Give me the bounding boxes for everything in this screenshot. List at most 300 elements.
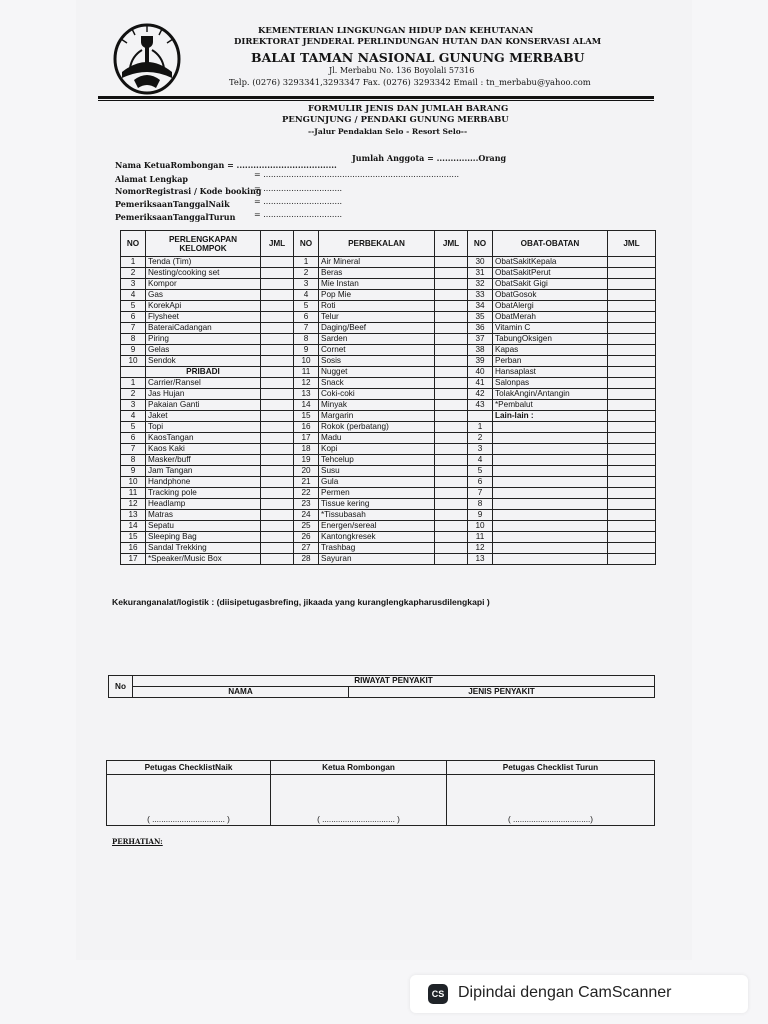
kelompok-no: 7 xyxy=(121,444,146,455)
kelompok-no: 7 xyxy=(121,323,146,334)
perbekalan-no: 15 xyxy=(294,411,319,422)
obat-item xyxy=(493,510,608,521)
col-jml-1: JML xyxy=(261,231,294,257)
obat-no: 7 xyxy=(468,488,493,499)
kelompok-no: 9 xyxy=(121,345,146,356)
inventory-row xyxy=(121,422,656,433)
obat-jml xyxy=(608,521,656,532)
kelompok-item: Piring xyxy=(146,334,261,345)
obat-jml xyxy=(608,532,656,543)
field-naik-label: PemeriksaanTanggalNaik xyxy=(115,199,230,209)
obat-item xyxy=(493,433,608,444)
inventory-row xyxy=(121,499,656,510)
obat-no: 37 xyxy=(468,334,493,345)
kelompok-no: 13 xyxy=(121,510,146,521)
kelompok-no: 4 xyxy=(121,411,146,422)
kelompok-jml xyxy=(261,521,294,532)
perbekalan-no: 12 xyxy=(294,378,319,389)
perbekalan-item: Beras xyxy=(319,268,435,279)
obat-item xyxy=(493,422,608,433)
inventory-row xyxy=(121,411,656,422)
obat-item xyxy=(493,521,608,532)
perbekalan-jml xyxy=(435,422,468,433)
inventory-row xyxy=(121,466,656,477)
perbekalan-no: 19 xyxy=(294,455,319,466)
kelompok-jml xyxy=(261,466,294,477)
inventory-row xyxy=(121,444,656,455)
camscanner-text: Dipindai dengan CamScanner xyxy=(458,984,672,1001)
office-contact: Telp. (0276) 3293341,3293347 Fax. (0276) 3293342 Email : tn_merbabu@yahoo.com xyxy=(229,77,591,87)
obat-no: 34 xyxy=(468,301,493,312)
signature-table xyxy=(106,760,655,826)
col-no-1: NO xyxy=(121,231,146,257)
obat-item: Hansaplast xyxy=(493,367,608,378)
sig-naik-box: ( ................................ ) xyxy=(107,775,271,826)
perbekalan-item: Gula xyxy=(319,477,435,488)
riwayat-title: RIWAYAT PENYAKIT xyxy=(133,676,655,687)
col-perbekalan: PERBEKALAN xyxy=(319,231,435,257)
kelompok-item: Gas xyxy=(146,290,261,301)
kelompok-jml xyxy=(261,400,294,411)
obat-no: 10 xyxy=(468,521,493,532)
perbekalan-jml xyxy=(435,466,468,477)
perbekalan-item: Tehcelup xyxy=(319,455,435,466)
kelompok-jml xyxy=(261,279,294,290)
perbekalan-item: Cornet xyxy=(319,345,435,356)
perbekalan-jml xyxy=(435,323,468,334)
kelompok-item: Jaket xyxy=(146,411,261,422)
obat-no: 8 xyxy=(468,499,493,510)
perbekalan-item: Sarden xyxy=(319,334,435,345)
perbekalan-no: 6 xyxy=(294,312,319,323)
perbekalan-jml xyxy=(435,389,468,400)
kelompok-jml xyxy=(261,543,294,554)
obat-no: 41 xyxy=(468,378,493,389)
kelompok-jml xyxy=(261,455,294,466)
perbekalan-item: Daging/Beef xyxy=(319,323,435,334)
riwayat-nama-header: NAMA xyxy=(133,687,349,698)
camscanner-icon: CS xyxy=(428,984,448,1004)
obat-jml xyxy=(608,312,656,323)
ministry-name: KEMENTERIAN LINGKUNGAN HIDUP DAN KEHUTANAN xyxy=(258,26,534,36)
obat-no: 1 xyxy=(468,422,493,433)
obat-no: 3 xyxy=(468,444,493,455)
obat-item: Vitamin C xyxy=(493,323,608,334)
obat-no: 35 xyxy=(468,312,493,323)
inventory-row xyxy=(121,323,656,334)
office-address: Jl. Merbabu No. 136 Boyolali 57316 xyxy=(329,66,475,75)
kelompok-item: Sandal Trekking xyxy=(146,543,261,554)
perbekalan-jml xyxy=(435,345,468,356)
kelompok-no: 6 xyxy=(121,433,146,444)
perbekalan-jml xyxy=(435,411,468,422)
inventory-row xyxy=(121,345,656,356)
kelompok-jml xyxy=(261,290,294,301)
perbekalan-no: 18 xyxy=(294,444,319,455)
obat-jml xyxy=(608,367,656,378)
obat-item: *Pembalut xyxy=(493,400,608,411)
perbekalan-no: 25 xyxy=(294,521,319,532)
perbekalan-no: 8 xyxy=(294,334,319,345)
obat-jml xyxy=(608,466,656,477)
obat-jml xyxy=(608,510,656,521)
perhatian-label: PERHATIAN: xyxy=(112,837,163,846)
inventory-row xyxy=(121,257,656,268)
obat-no xyxy=(468,411,493,422)
directorate-name: DIREKTORAT JENDERAL PERLINDUNGAN HUTAN DAN KONSERVASI ALAM xyxy=(234,37,602,47)
field-alamat-label: Alamat Lengkap xyxy=(115,174,189,184)
kelompok-jml xyxy=(261,554,294,565)
perbekalan-no: 10 xyxy=(294,356,319,367)
perbekalan-no: 20 xyxy=(294,466,319,477)
inventory-row xyxy=(121,532,656,543)
perbekalan-item: Minyak xyxy=(319,400,435,411)
perbekalan-item: Sayuran xyxy=(319,554,435,565)
obat-jml xyxy=(608,433,656,444)
kelompok-item: Sleeping Bag xyxy=(146,532,261,543)
col-jml-3: JML xyxy=(608,231,656,257)
perbekalan-item: Kopi xyxy=(319,444,435,455)
perbekalan-item: Energen/sereal xyxy=(319,521,435,532)
obat-item xyxy=(493,499,608,510)
kelompok-no: 12 xyxy=(121,499,146,510)
perbekalan-item: Roti xyxy=(319,301,435,312)
obat-no: 38 xyxy=(468,345,493,356)
perbekalan-jml xyxy=(435,279,468,290)
kelompok-item: Kompor xyxy=(146,279,261,290)
kelompok-no: 10 xyxy=(121,356,146,367)
perbekalan-jml xyxy=(435,257,468,268)
obat-item: Perban xyxy=(493,356,608,367)
perbekalan-item: Telur xyxy=(319,312,435,323)
obat-item xyxy=(493,554,608,565)
obat-jml xyxy=(608,543,656,554)
field-turun-dots: = ............................... xyxy=(254,210,343,219)
obat-jml xyxy=(608,499,656,510)
kekurangan-title: Kekuranganalat/logistik : (diisipetugasbrefing, jikaada yang kuranglengkapharusdilengkapi ) xyxy=(112,597,490,607)
obat-item: ObatSakitPerut xyxy=(493,268,608,279)
obat-item xyxy=(493,455,608,466)
perbekalan-jml xyxy=(435,290,468,301)
inventory-row xyxy=(121,510,656,521)
kelompok-no: 1 xyxy=(121,378,146,389)
perbekalan-jml xyxy=(435,488,468,499)
field-turun-label: PemeriksaanTanggalTurun xyxy=(115,212,236,222)
inventory-row xyxy=(121,521,656,532)
perbekalan-item: Trashbag xyxy=(319,543,435,554)
obat-no: 12 xyxy=(468,543,493,554)
camscanner-badge xyxy=(410,975,748,1013)
sig-turun-header: Petugas Checklist Turun xyxy=(447,761,655,775)
inventory-row xyxy=(121,433,656,444)
obat-item xyxy=(493,444,608,455)
kelompok-no: 2 xyxy=(121,389,146,400)
kelompok-no: 8 xyxy=(121,455,146,466)
perbekalan-item: Mie Instan xyxy=(319,279,435,290)
obat-item: ObatAlergi xyxy=(493,301,608,312)
perbekalan-jml xyxy=(435,312,468,323)
col-obat: OBAT-OBATAN xyxy=(493,231,608,257)
obat-no: 2 xyxy=(468,433,493,444)
kelompok-item: Pakaian Ganti xyxy=(146,400,261,411)
sig-ketua-box: ( ................................ ) xyxy=(271,775,447,826)
perbekalan-jml xyxy=(435,455,468,466)
obat-jml xyxy=(608,378,656,389)
perbekalan-no: 11 xyxy=(294,367,319,378)
obat-jml xyxy=(608,455,656,466)
perbekalan-item: Air Mineral xyxy=(319,257,435,268)
perbekalan-item: Rokok (perbatang) xyxy=(319,422,435,433)
kelompok-no: 11 xyxy=(121,488,146,499)
kelompok-jml xyxy=(261,532,294,543)
kelompok-item: Flysheet xyxy=(146,312,261,323)
obat-item: TolakAngin/Antangin xyxy=(493,389,608,400)
perbekalan-item: Coki-coki xyxy=(319,389,435,400)
obat-jml xyxy=(608,279,656,290)
inventory-row xyxy=(121,378,656,389)
kelompok-item: Tenda (Tim) xyxy=(146,257,261,268)
perbekalan-jml xyxy=(435,378,468,389)
kelompok-item: Headlamp xyxy=(146,499,261,510)
kelompok-jml xyxy=(261,257,294,268)
form-title: FORMULIR JENIS DAN JUMLAH BARANG xyxy=(308,104,509,114)
inventory-row xyxy=(121,488,656,499)
field-nomor-dots: = ............................... xyxy=(254,184,343,193)
kelompok-no: 15 xyxy=(121,532,146,543)
perbekalan-jml xyxy=(435,554,468,565)
perbekalan-item: Sosis xyxy=(319,356,435,367)
header-divider-thin xyxy=(98,100,654,101)
kelompok-no xyxy=(121,367,146,378)
col-no-2: NO xyxy=(294,231,319,257)
col-no-3: NO xyxy=(468,231,493,257)
kelompok-item: Gelas xyxy=(146,345,261,356)
perbekalan-jml xyxy=(435,532,468,543)
kelompok-item: Handphone xyxy=(146,477,261,488)
inventory-table xyxy=(120,230,656,565)
perbekalan-no: 4 xyxy=(294,290,319,301)
obat-no: 33 xyxy=(468,290,493,301)
inventory-row xyxy=(121,268,656,279)
obat-jml xyxy=(608,268,656,279)
obat-no: 40 xyxy=(468,367,493,378)
obat-no: 9 xyxy=(468,510,493,521)
header-divider xyxy=(98,96,654,99)
inventory-row xyxy=(121,367,656,378)
obat-item xyxy=(493,543,608,554)
inventory-row xyxy=(121,334,656,345)
obat-item: Salonpas xyxy=(493,378,608,389)
perbekalan-jml xyxy=(435,367,468,378)
obat-jml xyxy=(608,301,656,312)
obat-item xyxy=(493,477,608,488)
kelompok-item: Matras xyxy=(146,510,261,521)
perbekalan-no: 28 xyxy=(294,554,319,565)
office-name: BALAI TAMAN NASIONAL GUNUNG MERBABU xyxy=(251,50,585,65)
obat-jml xyxy=(608,290,656,301)
perbekalan-jml xyxy=(435,301,468,312)
logo-emblem xyxy=(112,22,182,96)
obat-jml xyxy=(608,389,656,400)
inventory-row xyxy=(121,301,656,312)
perbekalan-no: 14 xyxy=(294,400,319,411)
kelompok-item: *Speaker/Music Box xyxy=(146,554,261,565)
obat-no: 42 xyxy=(468,389,493,400)
obat-jml xyxy=(608,400,656,411)
kelompok-item: Kaos Kaki xyxy=(146,444,261,455)
perbekalan-jml xyxy=(435,433,468,444)
obat-item xyxy=(493,532,608,543)
kelompok-jml xyxy=(261,488,294,499)
kelompok-no: 5 xyxy=(121,301,146,312)
obat-no: 31 xyxy=(468,268,493,279)
section-pribadi: PRIBADI xyxy=(146,367,261,378)
obat-item: ObatMerah xyxy=(493,312,608,323)
perbekalan-jml xyxy=(435,334,468,345)
kelompok-jml xyxy=(261,301,294,312)
kelompok-jml xyxy=(261,356,294,367)
perbekalan-item: *Tissubasah xyxy=(319,510,435,521)
kelompok-jml xyxy=(261,510,294,521)
obat-jml xyxy=(608,477,656,488)
col-perlengkapan: PERLENGKAPAN KELOMPOK xyxy=(146,231,261,257)
kelompok-jml xyxy=(261,378,294,389)
kelompok-item: Jas Hujan xyxy=(146,389,261,400)
inventory-row xyxy=(121,477,656,488)
field-anggota: Jumlah Anggota = ...............Orang xyxy=(352,153,507,163)
perbekalan-item: Margarin xyxy=(319,411,435,422)
kelompok-no: 10 xyxy=(121,477,146,488)
kelompok-jml xyxy=(261,268,294,279)
obat-no: 13 xyxy=(468,554,493,565)
perbekalan-no: 3 xyxy=(294,279,319,290)
perbekalan-item: Nugget xyxy=(319,367,435,378)
kelompok-jml xyxy=(261,334,294,345)
perbekalan-no: 7 xyxy=(294,323,319,334)
perbekalan-jml xyxy=(435,444,468,455)
obat-no: 30 xyxy=(468,257,493,268)
field-naik-dots: = ............................... xyxy=(254,197,343,206)
obat-jml xyxy=(608,488,656,499)
field-nomor-label: NomorRegistrasi / Kode booking xyxy=(115,186,262,196)
kelompok-item: Carrier/Ransel xyxy=(146,378,261,389)
inventory-row xyxy=(121,290,656,301)
obat-no: 39 xyxy=(468,356,493,367)
perbekalan-item: Kantongkresek xyxy=(319,532,435,543)
kelompok-jml xyxy=(261,389,294,400)
perbekalan-no: 21 xyxy=(294,477,319,488)
riwayat-no-header: No xyxy=(109,676,133,698)
kelompok-no: 1 xyxy=(121,257,146,268)
kelompok-item: Masker/buff xyxy=(146,455,261,466)
kelompok-no: 4 xyxy=(121,290,146,301)
perbekalan-no: 22 xyxy=(294,488,319,499)
perbekalan-jml xyxy=(435,477,468,488)
sig-turun-box: ( ..................................) xyxy=(447,775,655,826)
obat-no: 43 xyxy=(468,400,493,411)
obat-no: 5 xyxy=(468,466,493,477)
obat-item: Kapas xyxy=(493,345,608,356)
obat-item: ObatSakit Gigi xyxy=(493,279,608,290)
riwayat-table xyxy=(108,675,655,698)
obat-jml xyxy=(608,356,656,367)
kelompok-no: 2 xyxy=(121,268,146,279)
field-ketua-label: Nama KetuaRombongan = .................................... xyxy=(115,160,337,170)
kelompok-jml xyxy=(261,433,294,444)
kelompok-no: 14 xyxy=(121,521,146,532)
kelompok-item: Sendok xyxy=(146,356,261,367)
obat-no: 11 xyxy=(468,532,493,543)
kelompok-item: KorekApi xyxy=(146,301,261,312)
kelompok-no: 9 xyxy=(121,466,146,477)
perbekalan-no: 27 xyxy=(294,543,319,554)
kelompok-jml xyxy=(261,444,294,455)
perbekalan-jml xyxy=(435,521,468,532)
kelompok-item: KaosTangan xyxy=(146,433,261,444)
perbekalan-no: 23 xyxy=(294,499,319,510)
obat-jml xyxy=(608,257,656,268)
kelompok-no: 3 xyxy=(121,400,146,411)
obat-jml xyxy=(608,345,656,356)
perbekalan-no: 13 xyxy=(294,389,319,400)
inventory-row xyxy=(121,543,656,554)
lain-lain-label: Lain-lain : xyxy=(493,411,608,422)
kelompok-jml xyxy=(261,367,294,378)
obat-item xyxy=(493,488,608,499)
perbekalan-item: Permen xyxy=(319,488,435,499)
obat-item: ObatGosok xyxy=(493,290,608,301)
perbekalan-no: 5 xyxy=(294,301,319,312)
obat-jml xyxy=(608,422,656,433)
perbekalan-item: Snack xyxy=(319,378,435,389)
obat-no: 4 xyxy=(468,455,493,466)
inventory-row xyxy=(121,279,656,290)
kelompok-item: Sepatu xyxy=(146,521,261,532)
sig-naik-header: Petugas ChecklistNaik xyxy=(107,761,271,775)
inventory-row xyxy=(121,554,656,565)
kelompok-no: 16 xyxy=(121,543,146,554)
perbekalan-no: 1 xyxy=(294,257,319,268)
kelompok-no: 17 xyxy=(121,554,146,565)
kelompok-no: 3 xyxy=(121,279,146,290)
field-alamat-dots: = ............................................................................. xyxy=(254,170,460,179)
kelompok-item: Topi xyxy=(146,422,261,433)
kelompok-no: 6 xyxy=(121,312,146,323)
perbekalan-item: Susu xyxy=(319,466,435,477)
perbekalan-item: Pop Mie xyxy=(319,290,435,301)
perbekalan-jml xyxy=(435,268,468,279)
obat-item: TabungOksigen xyxy=(493,334,608,345)
inventory-row xyxy=(121,455,656,466)
perbekalan-no: 16 xyxy=(294,422,319,433)
kelompok-jml xyxy=(261,411,294,422)
obat-jml xyxy=(608,411,656,422)
form-subtitle: PENGUNJUNG / PENDAKI GUNUNG MERBABU xyxy=(282,115,509,125)
perbekalan-no: 24 xyxy=(294,510,319,521)
perbekalan-no: 9 xyxy=(294,345,319,356)
perbekalan-jml xyxy=(435,400,468,411)
kelompok-jml xyxy=(261,477,294,488)
perbekalan-jml xyxy=(435,543,468,554)
obat-jml xyxy=(608,554,656,565)
inventory-row xyxy=(121,312,656,323)
form-route: --Jalur Pendakian Selo - Resort Selo-- xyxy=(308,127,468,136)
perbekalan-item: Madu xyxy=(319,433,435,444)
obat-jml xyxy=(608,323,656,334)
perbekalan-jml xyxy=(435,356,468,367)
perbekalan-jml xyxy=(435,510,468,521)
inventory-row xyxy=(121,356,656,367)
